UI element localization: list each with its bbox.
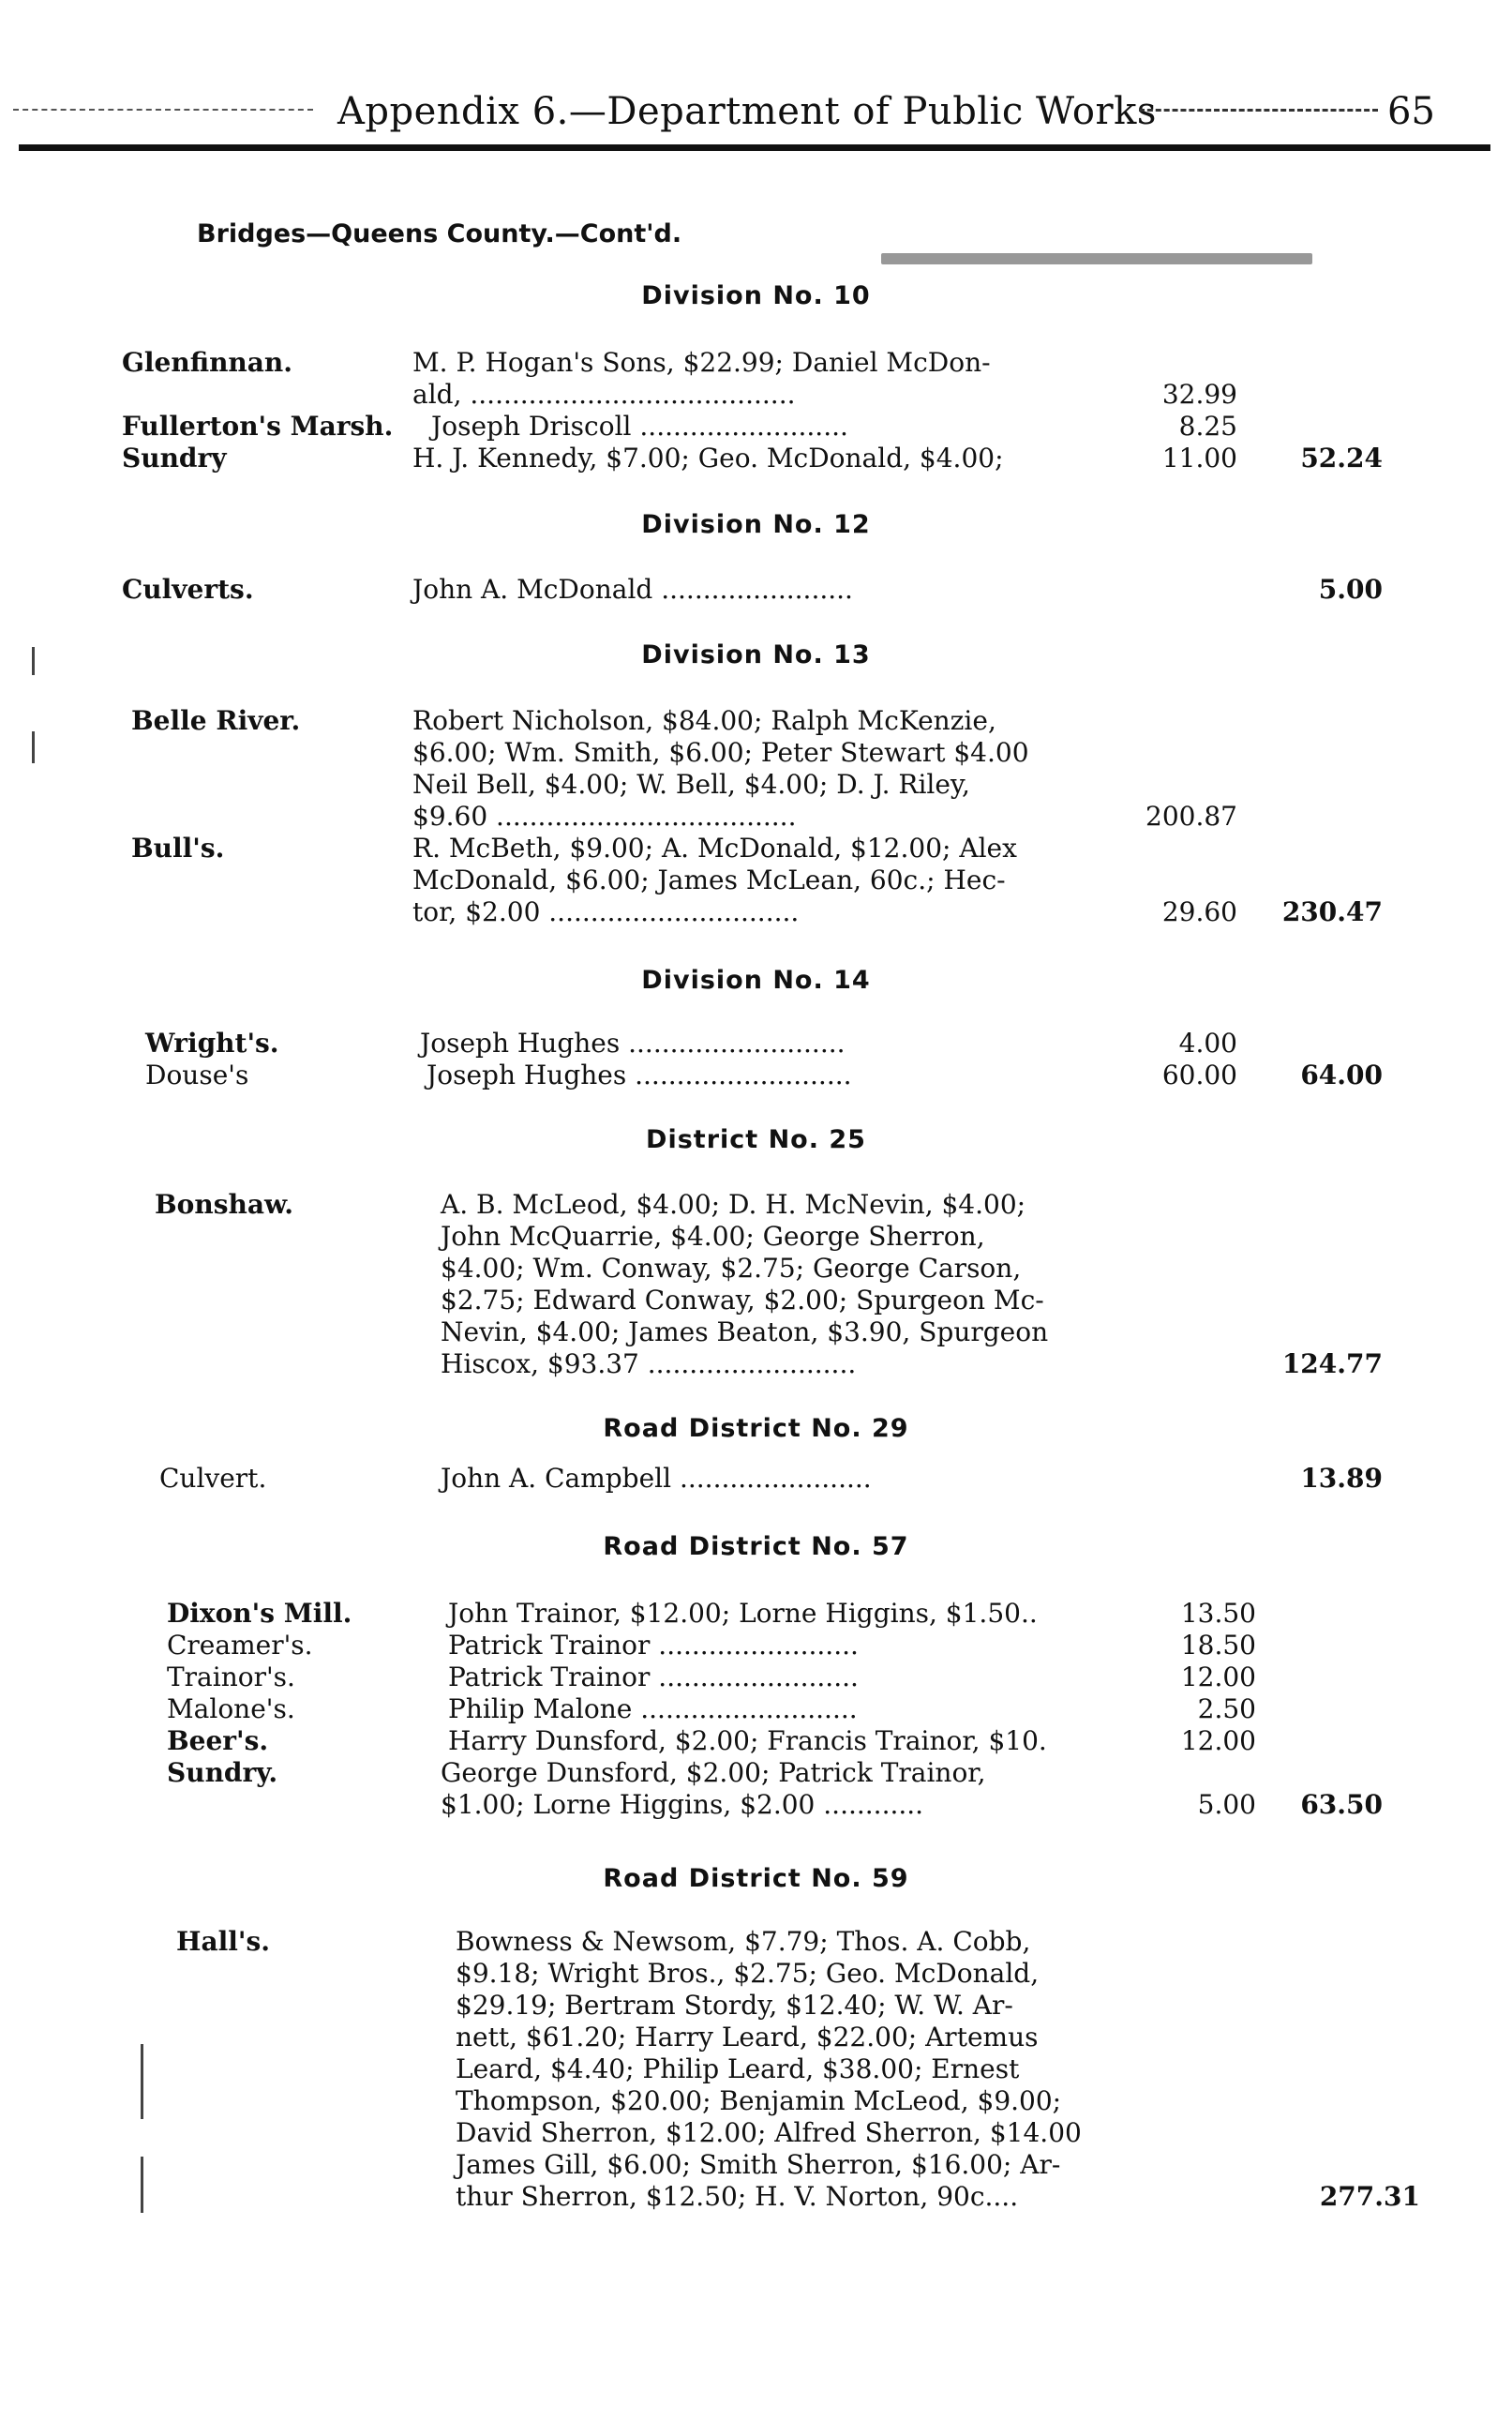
row-subtotal: 8.25 (1178, 411, 1237, 442)
row-description: Joseph Hughes .......................... (427, 1060, 852, 1090)
group-heading: Road District No. 29 (603, 1414, 909, 1443)
row-description: Bowness & Newsom, $7.79; Thos. A. Cobb, $9.18; Wright Bros., $2.75; Geo. McDonald, $29.19; Bertram Stordy, $12.40; W. W. Ar- nett, $61.20; Harry Leard, $22.00; Artemus Leard, $4.40; Philip Leard, $38.00; Ernest Thompson, $20.00; Benjamin McLeod, $9.00; David Sherron, $12.00; Alfred Sherron, $14.00 James Gill, $6.00; Smith Sherron, $16.00; Ar- thur Sherron, $12.50; H. V. Norton, 90c.... (456, 1926, 1082, 2212)
scan-mark (32, 731, 35, 763)
row-subtotal: 11.00 (1161, 443, 1237, 474)
row-subtotal: 5.00 (1197, 1789, 1256, 1820)
header-ornament-right (1139, 109, 1378, 112)
scan-mark (141, 2157, 143, 2213)
row-subtotal: 13.50 (1180, 1598, 1256, 1629)
row-description: Patrick Trainor ........................ (448, 1630, 859, 1661)
section-title: Bridges—Queens County.—Cont'd. (197, 219, 682, 248)
row-subtotal: 32.99 (1161, 379, 1237, 410)
row-total: 230.47 (1281, 896, 1383, 927)
row-description: John A. Campbell ....................... (441, 1463, 872, 1494)
page-title: Appendix 6.—Department of Public Works (337, 90, 1157, 133)
group-heading: Division No. 13 (641, 640, 871, 669)
row-subtotal: 200.87 (1145, 801, 1237, 832)
header-rule (19, 144, 1490, 151)
header-ornament-left (13, 109, 313, 111)
group-heading: Division No. 12 (641, 510, 871, 539)
group-heading: Division No. 14 (641, 966, 871, 995)
row-subtotal: 29.60 (1161, 896, 1237, 927)
row-total: 5.00 (1318, 574, 1383, 605)
row-total: 124.77 (1281, 1348, 1383, 1379)
place-name: Glenfinnan. (122, 347, 293, 378)
place-name: Sundry (122, 443, 227, 474)
place-name: Creamer's. (167, 1630, 313, 1661)
place-name: Dixon's Mill. (167, 1598, 352, 1629)
row-description: John A. McDonald ....................... (412, 574, 853, 605)
row-subtotal: 12.00 (1180, 1725, 1256, 1756)
row-subtotal: 18.50 (1180, 1630, 1256, 1661)
row-description: M. P. Hogan's Sons, $22.99; Daniel McDon- ald, ....................................... (412, 347, 991, 410)
scan-smudge (881, 253, 1312, 264)
place-name: Sundry. (167, 1757, 278, 1788)
row-description: Harry Dunsford, $2.00; Francis Trainor, $10. (448, 1725, 1047, 1756)
place-name: Hall's. (176, 1926, 270, 1957)
group-heading: District No. 25 (646, 1125, 866, 1154)
row-subtotal: 2.50 (1197, 1693, 1256, 1724)
row-description: Joseph Hughes .......................... (420, 1028, 846, 1059)
row-description: H. J. Kennedy, $7.00; Geo. McDonald, $4.00; (412, 443, 1004, 474)
row-description: George Dunsford, $2.00; Patrick Trainor, $1.00; Lorne Higgins, $2.00 ............ (441, 1757, 986, 1820)
row-subtotal: 4.00 (1178, 1028, 1237, 1059)
scan-mark (32, 647, 35, 675)
place-name: Beer's. (167, 1725, 269, 1756)
row-total: 13.89 (1300, 1463, 1383, 1494)
row-description: Robert Nicholson, $84.00; Ralph McKenzie, $6.00; Wm. Smith, $6.00; Peter Stewart $4.00 Neil Bell, $4.00; W. Bell, $4.00; D. J. Riley, $9.60 .................................... (412, 705, 1029, 832)
row-description: A. B. McLeod, $4.00; D. H. McNevin, $4.00; John McQuarrie, $4.00; George Sherron, $4.00; Wm. Conway, $2.75; George Carson, $2.75; Edward Conway, $2.00; Spurgeon Mc- Nevin, $4.00; James Beaton, $3.90, Spurgeon Hiscox, $93.37 ......................... (441, 1189, 1049, 1379)
place-name: Douse's (145, 1060, 249, 1090)
row-description: Philip Malone .......................... (448, 1693, 858, 1724)
page-number: 65 (1387, 90, 1435, 133)
place-name: Trainor's. (167, 1662, 295, 1692)
place-name: Culvert. (159, 1463, 267, 1494)
group-heading: Division No. 10 (641, 281, 871, 310)
row-total: 63.50 (1300, 1789, 1383, 1820)
row-description: John Trainor, $12.00; Lorne Higgins, $1.50.. (448, 1598, 1038, 1629)
place-name: Fullerton's Marsh. (122, 411, 394, 442)
row-subtotal: 12.00 (1180, 1662, 1256, 1692)
group-heading: Road District No. 59 (603, 1864, 909, 1893)
row-description: Patrick Trainor ........................ (448, 1662, 859, 1692)
place-name: Belle River. (131, 705, 301, 736)
row-subtotal: 60.00 (1161, 1060, 1237, 1090)
row-description: Joseph Driscoll ......................... (431, 411, 848, 442)
row-description: R. McBeth, $9.00; A. McDonald, $12.00; Alex McDonald, $6.00; James McLean, 60c.; Hec- tor, $2.00 .............................. (412, 833, 1017, 927)
row-total: 64.00 (1300, 1060, 1383, 1090)
place-name: Bonshaw. (155, 1189, 293, 1220)
group-heading: Road District No. 57 (603, 1532, 909, 1561)
row-total: 277.31 (1319, 2181, 1420, 2212)
place-name: Malone's. (167, 1693, 295, 1724)
place-name: Bull's. (131, 833, 225, 864)
page-header (0, 83, 1512, 158)
scan-mark (141, 2044, 143, 2119)
place-name: Culverts. (122, 574, 254, 605)
row-total: 52.24 (1300, 443, 1383, 474)
place-name: Wright's. (145, 1028, 279, 1059)
